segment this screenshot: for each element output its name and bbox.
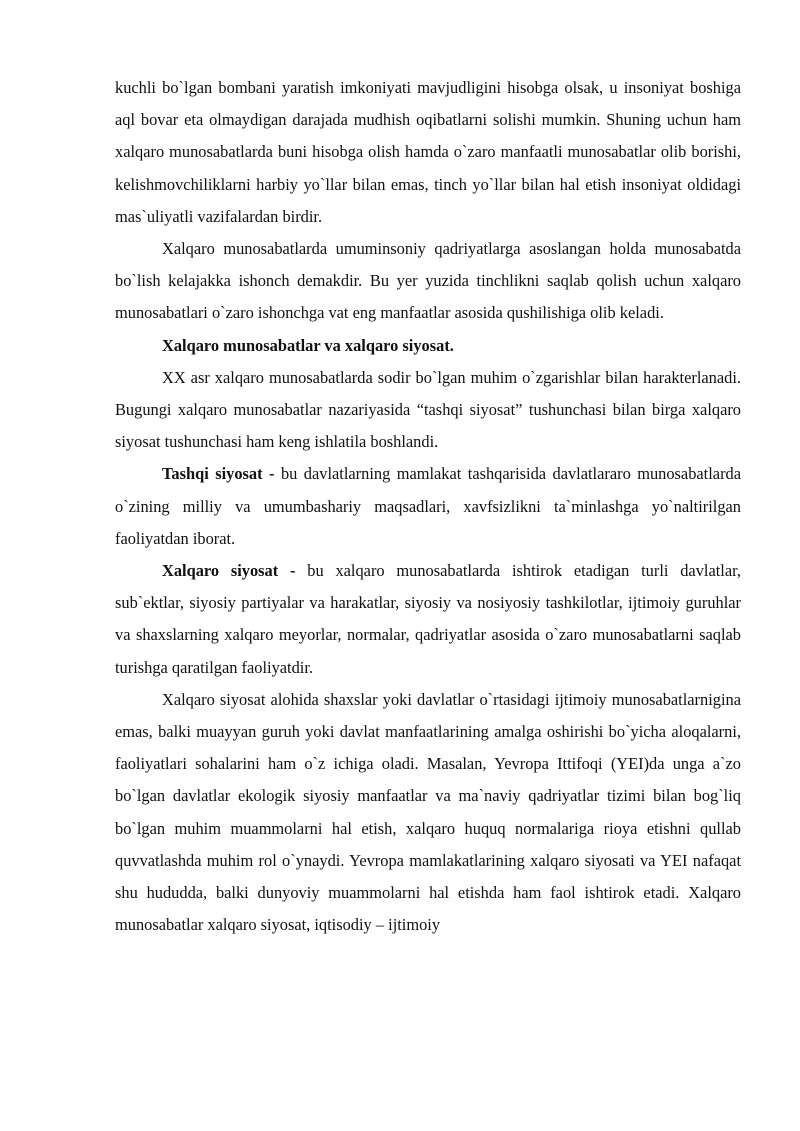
- document-page: [115, 72, 741, 941]
- paragraph-universal-values: Xalqaro munosabatlarda umuminsoniy qadriyatlarga asoslangan holda munosabatda bo`lish kelajakka ishonch demakdir. Bu yer yuzida tinchlikni saqlab qolish uchun xalqaro munosabatlari o`zaro ishonchga vat eng manfaatlar asosida qushilishiga olib keladi.: [115, 239, 741, 323]
- definition-body-international-policy: bu xalqaro munosabatlarda ishtirok etadigan turli davlatlar, sub`ektlar, siyosiy partiyalar va harakatlar, siyosiy va nosiyosiy tashkilotlar, ijtimoiy guruhlar va shaxslarning xalqaro meyorlar, normalar, qadriyatlar asosida o`zaro munosabatlarni saqlab turishga qaratilgan faoliyatdir.: [115, 561, 741, 677]
- definition-foreign-policy: [115, 458, 741, 555]
- paragraph-intro: kuchli bo`lgan bombani yaratish imkoniyati mavjudligini hisobga olsak, u insoniyat boshiga aql bovar eta olmaydigan darajada mudhish oqibatlarni solishi mumkin. Shuning uchun ham xalqaro munosabatlarda buni hisobga olish hamda o`zaro manfaatli munosabatlar olib borishi, kelishmovchiliklarni harbiy yo`llar bilan emas, tinch yo`llar bilan hal etish insoniyat oldidagi mas`uliyatli vazifalardan birdir.: [115, 78, 741, 226]
- definition-separator: -: [278, 561, 308, 581]
- definition-international-policy: [115, 555, 741, 684]
- definition-term-international-policy: Xalqaro siyosat: [162, 561, 279, 581]
- definition-body-foreign-policy: bu davlatlarning mamlakat tashqarisida davlatlararo munosabatlarda o`zining milliy va umumbashariy maqsadlari, xavfsizlikni ta`minlashga yo`naltirilgan faoliyatdan iborat.: [115, 464, 741, 548]
- paragraph-twentieth-century: XX asr xalqaro munosabatlarda sodir bo`lgan muhim o`zgarishlar bilan harakterlanadi. Bugungi xalqaro munosabatlar nazariyasida “tashqi siyosat” tushunchasi bilan birga xalqaro siyosat tushunchasi ham keng ishlatila boshlandi.: [115, 367, 741, 452]
- definition-term-foreign-policy: Tashqi siyosat: [162, 464, 263, 484]
- definition-separator: -: [262, 464, 281, 484]
- section-heading: Xalqaro munosabatlar va xalqaro siyosat.: [162, 335, 454, 355]
- paragraph-european-union: Xalqaro siyosat alohida shaxslar yoki davlatlar o`rtasidagi ijtimoiy munosabatlarnigina emas, balki muayyan guruh yoki davlat manfaatlarining amalga oshirishi bo`yicha aloqalarni, faoliyatlari sohalarini ham o`z ichiga oladi. Masalan, Yevropa Ittifoqi (YEI)da unga a`zo bo`lgan davlatlar ekologik siyosiy manfaatlar va ma`naviy qadriyatlar tizimi bilan bog`liq bo`lgan muhim muammolarni hal etish, xalqaro huquq normalariga rioya etishni qullab quvvatlashda muhim rol o`ynaydi. Yevropa mamlakatlarining xalqaro siyosati va YEI nafaqat shu hududda, balki dunyoviy muammolarni hal etishda ham faol ishtirok etadi. Xalqaro munosabatlar xalqaro siyosat, iqtisodiy – ijtimoiy: [115, 689, 741, 935]
